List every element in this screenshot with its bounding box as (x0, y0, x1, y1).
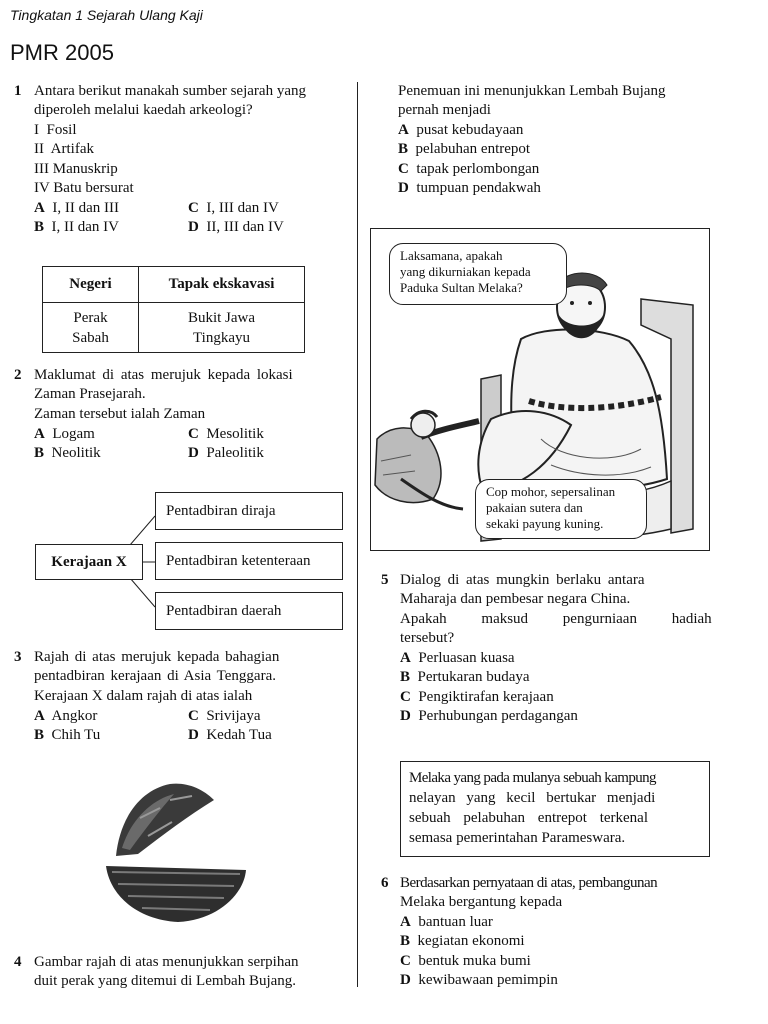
branch-box: Pentadbiran ketenteraan (155, 542, 343, 580)
option-c[interactable]: C I, III dan IV (188, 200, 279, 216)
question-stem-line: Apakah maksud pengurniaan hadiah (400, 611, 712, 627)
question-number: 2 (14, 367, 22, 383)
question-number: 3 (14, 649, 22, 665)
option-a[interactable]: A Logam (34, 426, 95, 442)
question-stem-line: diperoleh melalui kaedah arkeologi? (34, 102, 253, 118)
question-stem-line: pentadbiran kerajaan di Asia Tenggara. (34, 668, 276, 684)
branch-box: Pentadbiran daerah (155, 592, 343, 630)
option-b[interactable]: B pelabuhan entrepot (398, 141, 531, 157)
question-stem-line: pernah menjadi (398, 102, 491, 118)
question-number: 5 (381, 572, 389, 588)
question-stem-line: duit perak yang ditemui di Lembah Bujang. (34, 973, 297, 989)
option-a[interactable]: A pusat kebudayaan (398, 122, 524, 138)
question-stem-line: Antara berikut manakah sumber sejarah yang (34, 83, 306, 99)
kerajaan-x-box: Kerajaan X (35, 544, 143, 580)
table-header: Negeri (43, 267, 139, 303)
question-stem-line: Kerajaan X dalam rajah di atas ialah (34, 688, 253, 704)
statement-item: III Manuskrip (34, 161, 118, 177)
option-b[interactable]: B Pertukaran budaya (400, 669, 530, 685)
statement-item: II Artifak (34, 141, 94, 157)
question-number: 6 (381, 875, 389, 891)
option-a[interactable]: A Angkor (34, 708, 98, 724)
option-a[interactable]: A bantuan luar (400, 914, 493, 930)
table-cell: Perak Sabah (43, 303, 139, 353)
question-stem-line: Zaman Prasejarah. (34, 386, 146, 402)
option-d[interactable]: D tumpuan pendakwah (398, 180, 541, 196)
speech-bubble-answer: Cop mohor, sepersalinan pakaian sutera dan sekaki payung kuning. (475, 479, 647, 539)
option-b[interactable]: B kegiatan ekonomi (400, 933, 525, 949)
question-stem-line: Maharaja dan pembesar negara China. (400, 591, 631, 607)
speech-bubble-question: Laksamana, apakah yang dikurniakan kepada Paduka Sultan Melaka? (389, 243, 567, 305)
question-stem-line: Gambar rajah di atas menunjukkan serpihan (34, 954, 299, 970)
statement-item: IV Batu bersurat (34, 180, 134, 196)
option-d[interactable]: D kewibawaan pemimpin (400, 972, 558, 988)
page-subtitle: Tingkatan 1 Sejarah Ulang Kaji (10, 7, 203, 23)
question-stem-line: Rajah di atas merujuk kepada bahagian (34, 649, 280, 665)
option-d[interactable]: D II, III dan IV (188, 219, 284, 235)
option-c[interactable]: C tapak perlombongan (398, 161, 540, 177)
option-b[interactable]: B Neolitik (34, 445, 101, 461)
option-a[interactable]: A I, II dan III (34, 200, 119, 216)
table-cell: Bukit Jawa Tingkayu (139, 303, 305, 353)
statement-box: Melaka yang pada mulanya sebuah kampung nelayan yang kecil bertukar menjadi sebuah pelabuhan entrepot terkenal semasa pemerintahan Parameswara. (400, 761, 710, 857)
emperor-dialogue-illustration (370, 228, 710, 551)
question-number: 4 (14, 954, 22, 970)
question-number: 1 (14, 83, 22, 99)
question-stem-line: Penemuan ini menunjukkan Lembah Bujang (398, 83, 666, 99)
table-header: Tapak ekskavasi (139, 267, 305, 303)
option-c[interactable]: C Pengiktirafan kerajaan (400, 689, 554, 705)
option-d[interactable]: D Kedah Tua (188, 727, 272, 743)
option-d[interactable]: D Paleolitik (188, 445, 264, 461)
statement-item: I Fosil (34, 122, 77, 138)
question-stem-line: Zaman tersebut ialah Zaman (34, 406, 206, 422)
question-stem-line: tersebut? (400, 630, 455, 646)
option-c[interactable]: C Mesolitik (188, 426, 264, 442)
question-stem-line: Maklumat di atas merujuk kepada lokasi (34, 367, 293, 383)
option-d[interactable]: D Perhubungan perdagangan (400, 708, 578, 724)
question-stem-line: Berdasarkan pernyataan di atas, pembangunan (400, 875, 658, 891)
option-b[interactable]: B Chih Tu (34, 727, 101, 743)
option-b[interactable]: B I, II dan IV (34, 219, 119, 235)
option-a[interactable]: A Perluasan kuasa (400, 650, 515, 666)
option-c[interactable]: C bentuk muka bumi (400, 953, 531, 969)
question-stem-line: Melaka bergantung kepada (400, 894, 563, 910)
question-stem-line: Dialog di atas mungkin berlaku antara (400, 572, 645, 588)
option-c[interactable]: C Srivijaya (188, 708, 261, 724)
page-title: PMR 2005 (10, 40, 114, 65)
branch-box: Pentadbiran diraja (155, 492, 343, 530)
silver-coin-fragment-image (100, 778, 252, 928)
